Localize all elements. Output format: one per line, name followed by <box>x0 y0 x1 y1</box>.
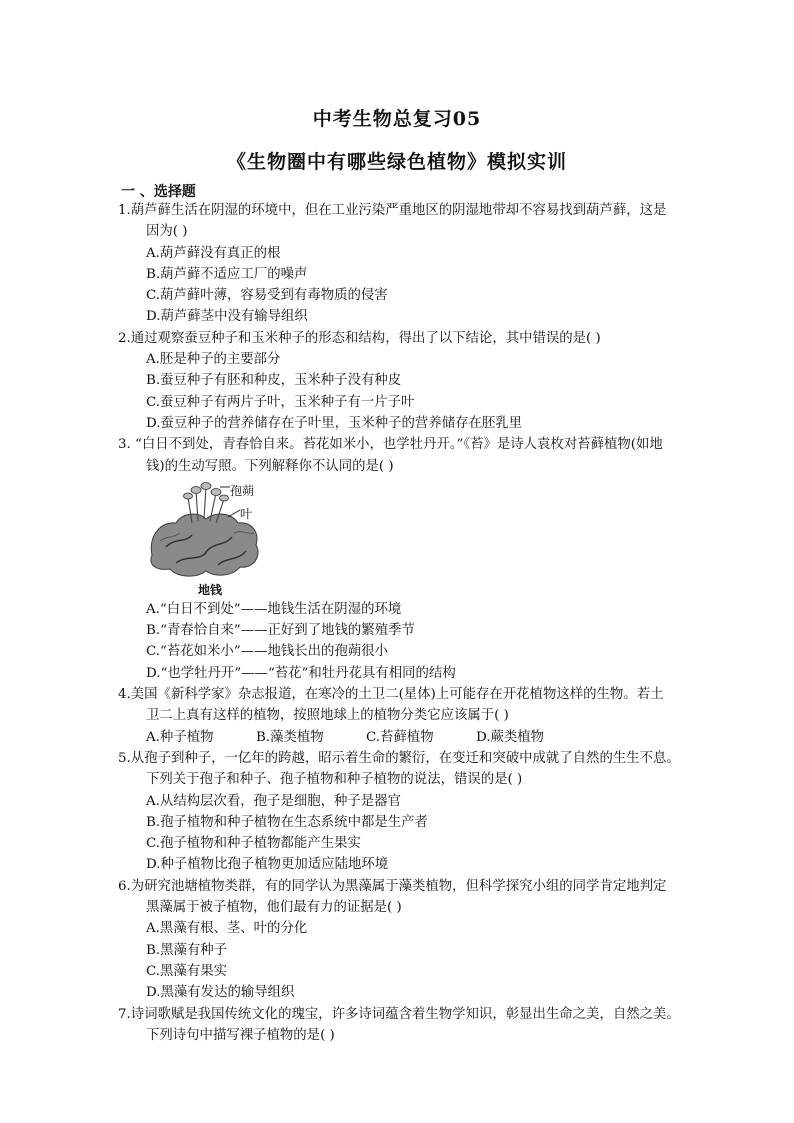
question-text: 卫二上真有这样的植物，按照地球上的植物分类它应该属于( ) <box>146 708 509 724</box>
question-text: 1.葫芦藓生活在阴湿的环境中，但在工业污染严重地区的阴湿地带却不容易找到葫芦藓，这是 <box>118 203 667 218</box>
document-title: 中考生物总复习05 <box>312 108 482 130</box>
option-c: C.黑藻有果实 <box>146 963 227 979</box>
option-a: A.种子植物 <box>146 729 214 745</box>
figure-caption: 地钱 <box>198 582 223 597</box>
question-text: 5.从孢子到种子，一亿年的跨越，昭示着生命的繁衍，在变迁和突破中成就了自然的生生不息。 <box>118 750 680 766</box>
question-text: 下列关于孢子和种子、孢子植物和种子植物的说法，错误的是( ) <box>146 772 523 788</box>
option-d: D.蕨类植物 <box>476 729 545 745</box>
option-b: B.黑藻有种子 <box>146 942 228 958</box>
question-text: 钱)的生动写照。下列解释你不认同的是( ) <box>146 458 394 474</box>
question-text: 2.通过观察蚕豆种子和玉米种子的形态和结构，得出了以下结论，其中错误的是( ) <box>118 330 601 346</box>
question-text: 4.美国《新科学家》杂志报道，在寒冷的土卫二(星体)上可能存在开花植物这样的生物。若土 <box>118 687 664 703</box>
question-5 <box>118 748 698 876</box>
option-d: D.种子植物比孢子植物更加适应陆地环境 <box>146 857 389 873</box>
option-b: B.蚕豆种子有胚和种皮，玉米种子没有种皮 <box>146 373 402 389</box>
option-b: B.孢子植物和种子植物在生态系统中都是生产者 <box>146 814 428 830</box>
question-text: 6.为研究池塘植物类群，有的同学认为黑藻属于藻类植物，但科学探究小组的同学肯定地判定 <box>118 878 667 894</box>
liverwort-figure <box>146 477 698 599</box>
option-a: A.葫芦藓没有真正的根 <box>146 245 281 261</box>
option-a: A.“白日不到处”——地钱生活在阴湿的环境 <box>146 601 402 617</box>
option-c: C.蚕豆种子有两片子叶，玉米种子有一片子叶 <box>146 394 415 410</box>
option-d: D.葫芦藓茎中没有输导组织 <box>146 309 308 325</box>
leaf-label: 叶 <box>240 506 253 521</box>
option-c: C.“苔花如米小”——地钱长出的孢蒴很小 <box>146 644 388 660</box>
option-c: C.葫芦藓叶薄，容易受到有毒物质的侵害 <box>146 288 388 304</box>
liverwort-illustration <box>146 477 276 581</box>
option-b: B.葫芦藓不适应工厂的噪声 <box>146 266 308 282</box>
option-c: C.苔藓植物 <box>366 729 434 745</box>
question-3 <box>118 434 698 684</box>
options-row <box>118 727 698 748</box>
question-text: 黑藻属于被子植物，他们最有力的证据是( ) <box>146 900 402 916</box>
question-7 <box>118 1004 698 1047</box>
section-heading: 一 、选择题 <box>121 184 196 200</box>
document-subtitle: 《生物圈中有哪些绿色植物》模拟实训 <box>226 151 567 173</box>
capsule-label: 孢蒴 <box>230 483 255 498</box>
option-d: D.“也学牡丹开”——“苔花”和牡丹花具有相同的结构 <box>146 665 456 681</box>
option-d: D.黑藻有发达的输导组织 <box>146 985 295 1001</box>
question-list <box>118 200 698 1046</box>
option-a: A.从结构层次看，孢子是细胞，种子是器官 <box>146 793 401 809</box>
question-text: 7.诗词歌赋是我国传统文化的瑰宝，许多诗词蕴含着生物学知识，彰显出生命之美，自然之美。 <box>118 1006 680 1022</box>
question-4 <box>118 684 698 748</box>
option-d: D.蚕豆种子的营养储存在子叶里，玉米种子的营养储存在胚乳里 <box>146 415 523 431</box>
option-a: A.胚是种子的主要部分 <box>146 352 281 368</box>
question-2 <box>118 328 698 434</box>
question-6 <box>118 876 698 1004</box>
option-b: B.藻类植物 <box>256 729 324 745</box>
option-c: C.孢子植物和种子植物都能产生果实 <box>146 836 361 852</box>
question-text: 3. “白日不到处，青春恰自来。苔花如米小，也学牡丹开。”《苔》是诗人袁枚对苔藓植物(如地 <box>118 437 663 453</box>
question-text: 因为( ) <box>146 224 188 240</box>
question-1 <box>118 200 698 328</box>
option-a: A.黑藻有根、茎、叶的分化 <box>146 921 308 937</box>
question-text: 下列诗句中描写裸子植物的是( ) <box>146 1027 335 1043</box>
option-b: B.“青春恰自来”——正好到了地钱的繁殖季节 <box>146 623 415 639</box>
